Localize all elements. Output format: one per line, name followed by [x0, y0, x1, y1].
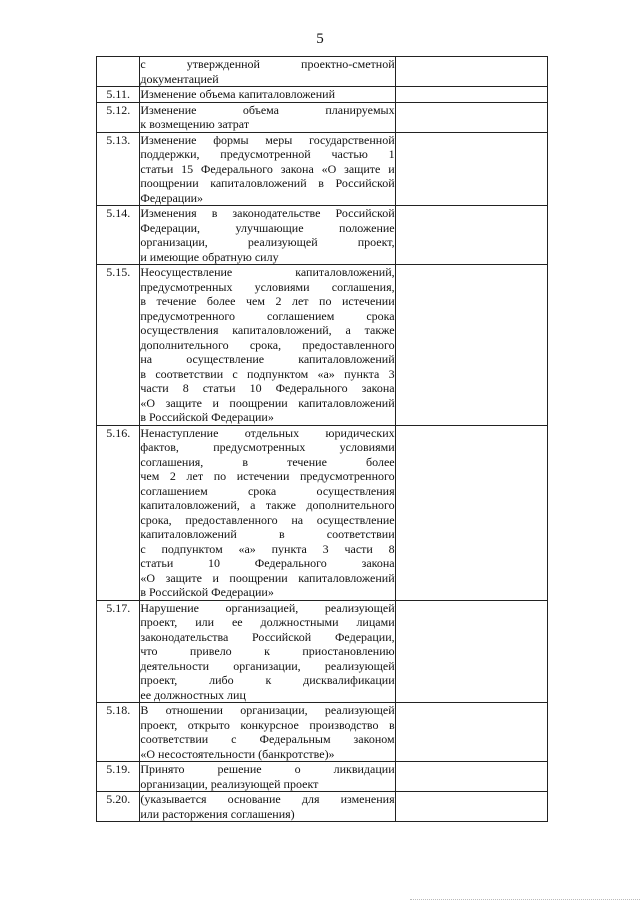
empty-cell: [395, 265, 547, 426]
text-line: с утвержденной проектно-сметной: [140, 57, 395, 71]
table-row: [97, 792, 548, 822]
text-line: или расторжения соглашения): [140, 806, 295, 821]
table-row: [97, 57, 548, 87]
text-line: капиталовложений, а также дополнительного: [140, 498, 395, 512]
text-line: в Российской Федерации»: [140, 585, 274, 599]
table-row: [97, 600, 548, 703]
empty-cell: [395, 132, 547, 206]
row-text: [140, 425, 395, 600]
empty-cell: [395, 792, 547, 822]
text-line: Нарушение организацией, реализующей: [140, 600, 395, 615]
text-line: предусмотренных условиями соглашения,: [140, 279, 395, 294]
row-text: [140, 265, 395, 426]
text-line: в течение более чем 2 лет по истечении: [140, 294, 395, 308]
text-line: срока, предоставленного на осуществление: [140, 512, 395, 527]
text-line: В отношении организации, реализующей: [140, 703, 395, 717]
row-text: [140, 792, 395, 822]
text-line: поддержки, предусмотренной частью 1: [140, 147, 395, 161]
row-number: 5.13.: [97, 132, 140, 206]
row-text: [140, 762, 395, 792]
text-line: в соответствии с подпунктом «а» пункта 3: [140, 366, 395, 381]
row-number: 5.17.: [97, 600, 140, 703]
text-line: предусмотренного соглашением срока: [140, 308, 395, 323]
text-line: Изменения в законодательстве Российской: [140, 206, 395, 220]
text-line: Изменение формы меры государственной: [140, 132, 395, 147]
row-number: [97, 57, 140, 87]
text-line: законодательства Российской Федерации,: [140, 629, 395, 644]
row-number: 5.18.: [97, 703, 140, 762]
text-line: капиталовложений в соответствии: [140, 527, 395, 541]
text-line: осуществления капиталовложений, а также: [140, 323, 395, 337]
row-text: [140, 57, 395, 87]
text-line: части 8 статьи 10 Федерального закона: [140, 381, 395, 395]
text-line: что привело к приостановлению: [140, 644, 395, 658]
text-line: в Российской Федерации»: [140, 410, 274, 424]
row-number: 5.14.: [97, 206, 140, 265]
text-line: «О защите и поощрении капиталовложений: [140, 570, 395, 585]
empty-cell: [395, 425, 547, 600]
row-number: 5.11.: [97, 87, 140, 103]
text-line: чем 2 лет по истечении предусмотренного: [140, 469, 395, 483]
text-line: на осуществление капиталовложений: [140, 352, 395, 366]
row-text: [140, 206, 395, 265]
text-line: статьи 10 Федерального закона: [140, 556, 395, 570]
row-number: 5.19.: [97, 762, 140, 792]
row-number: 5.20.: [97, 792, 140, 822]
table-row: [97, 206, 548, 265]
text-line: Федерации, улучшающие положение: [140, 220, 395, 235]
text-line: к возмещению затрат: [140, 117, 250, 131]
text-line: организации, реализующей проект,: [140, 235, 395, 249]
text-line: фактов, предусмотренных условиями: [140, 440, 395, 454]
text-line: (указывается основание для изменения: [140, 792, 395, 806]
row-text: [140, 600, 395, 703]
table-body: [97, 57, 548, 822]
text-line: Федерации»: [140, 190, 204, 205]
row-number: 5.12.: [97, 102, 140, 132]
table-row: [97, 425, 548, 600]
text-line: соглашением срока осуществления: [140, 483, 395, 498]
page-number: 5: [316, 31, 324, 47]
footer-mark: [410, 899, 640, 903]
text-line: Изменение объема планируемых: [140, 102, 395, 117]
text-line: Принято решение о ликвидации: [140, 762, 395, 776]
table-row: [97, 265, 548, 426]
text-line: деятельности организации, реализующей: [140, 658, 395, 673]
text-line: «О несостоятельности (банкротстве)»: [140, 746, 335, 761]
row-text: [140, 87, 395, 103]
empty-cell: [395, 762, 547, 792]
row-text: [140, 132, 395, 206]
text-line: дополнительного срока, предоставленного: [140, 337, 395, 352]
table-row: [97, 762, 548, 792]
text-line: ее должностных лиц: [140, 687, 246, 702]
empty-cell: [395, 57, 547, 87]
text-line: Изменение объема капиталовложений: [140, 87, 336, 101]
text-line: «О защите и поощрении капиталовложений: [140, 395, 395, 410]
row-number: 5.16.: [97, 425, 140, 600]
row-text: [140, 703, 395, 762]
empty-cell: [395, 102, 547, 132]
text-line: соглашения, в течение более: [140, 454, 395, 469]
conditions-table: [96, 56, 548, 822]
text-line: проект, или ее должностными лицами: [140, 615, 395, 629]
table-row: [97, 87, 548, 103]
text-line: поощрении капиталовложений в Российской: [140, 176, 395, 190]
table-row: [97, 132, 548, 206]
text-line: проект, открыто конкурсное производство в: [140, 717, 395, 732]
empty-cell: [395, 206, 547, 265]
text-line: Ненаступление отдельных юридических: [140, 425, 395, 440]
text-line: проект, либо к дисквалификации: [140, 673, 395, 687]
text-line: с подпунктом «а» пункта 3 части 8: [140, 541, 395, 556]
empty-cell: [395, 703, 547, 762]
table-row: [97, 102, 548, 132]
empty-cell: [395, 600, 547, 703]
row-number: 5.15.: [97, 265, 140, 426]
text-line: организации, реализующей проект: [140, 776, 319, 791]
table-row: [97, 703, 548, 762]
text-line: документацией: [140, 71, 219, 86]
text-line: и имеющие обратную силу: [140, 249, 279, 264]
empty-cell: [395, 87, 547, 103]
row-text: [140, 102, 395, 132]
text-line: соответствии с Федеральным законом: [140, 732, 395, 746]
text-line: Неосуществление капиталовложений,: [140, 265, 395, 279]
text-line: статьи 15 Федерального закона «О защите и: [140, 161, 395, 176]
